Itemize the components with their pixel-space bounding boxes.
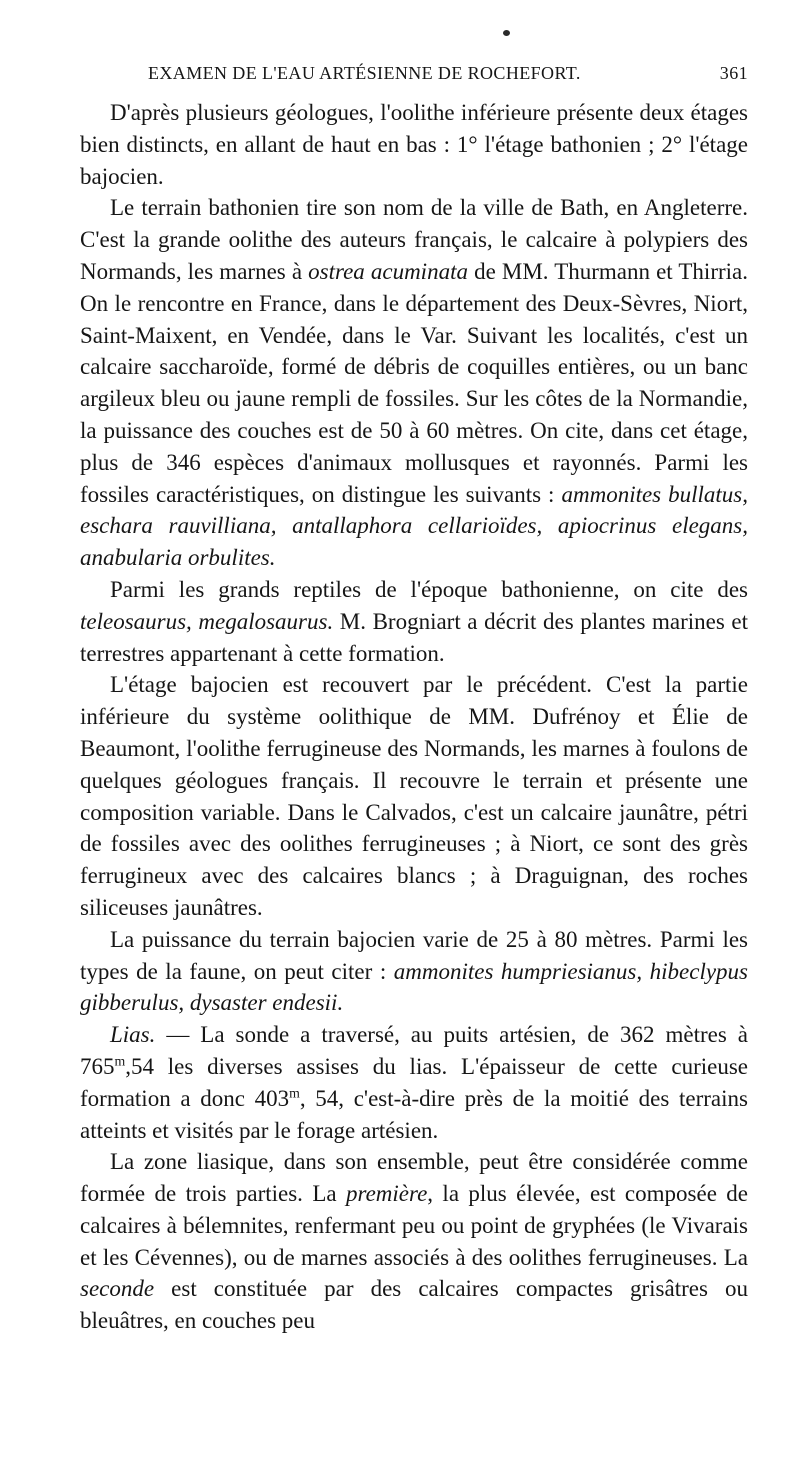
ink-mark [503,30,510,36]
paragraph-text: , 54, c'est-à-dire près de la moitié des terrains atteints et visités par le forage artésien. [80,1085,748,1143]
paragraph [80,574,748,669]
paragraph-text: Parmi les grands reptiles de l'époque bathonienne, on cite des [110,576,748,602]
italic-term: seconde [80,1276,155,1302]
paragraph-text: L'étage bajocien est recouvert par le précédent. C'est la partie inférieure du système oolithique de MM. Dufrénoy et Élie de Beaumont, l'oolithe ferrugineuse des Normands, les marnes à foulons de quelques géologues français. Il recouvre le terrain et présente une composition variable. Dans le Calvados, c'est un calcaire jaunâtre, pétri de fossiles avec des oolithes ferrugineuses ; à Niort, ce sont des grès ferrugineux avec des calcaires blancs ; à Draguignan, des roches siliceuses jaunâtres. [80,672,748,920]
running-title: EXAMEN DE L'EAU ARTÉSIENNE DE ROCHEFORT. [148,63,581,83]
paragraph-text: , la plus élevée, est composée de calcaires à bélemnites, renfermant peu ou point de gryphées (le Vivarais et les Cévennes), ou de marnes associés à des oolithes ferrugineuses. La [80,1181,748,1270]
paragraph [80,669,748,923]
species-list: ammonites bullatus, eschara rauvilliana, antallaphora cellarioïdes, apiocrinus elegans, anabularia orbulites. [80,481,749,571]
italic-term: ammonites humpriesianus, hibeclypus gibberulus, dysaster endesii. [80,958,749,1016]
paragraph-text: ,54 les diverses assises du lias. L'épaisseur de cette curieuse formation a donc 403 [80,1053,748,1111]
paragraph-text: D'après plusieurs géologues, l'oolithe inférieure présente deux étages bien distincts, en allant de haut en bas : 1° l'étage bathonien ; 2° l'étage bajocien. [80,100,748,189]
paragraph-text: de MM. Thurmann et Thirria. On le rencontre en France, dans le département des Deux-Sèvres, Niort, Saint-Maixent, en Vendée, dans le Var. Suivant les localités, c'est un calcaire saccharoïde, formé de débris de coquilles entières, ou un banc argileux bleu ou jaune rempli de fossiles. Sur les côtes de la Normandie, la puissance des couches est de 50 à 60 mètres. On cite, dans cet étage, plus de 346 espèces d'animaux mollusques et rayonnés. Parmi les fossiles caractéristiques, on distingue les suivants : [80,258,748,507]
paragraph-text: Le terrain bathonien tire son nom de la ville de Bath, en Angleterre. C'est la grande oolithe des auteurs français, le calcaire à polypiers des Normands, les marnes à [80,195,748,284]
page-number: 361 [719,63,748,83]
paragraph-text: La zone liasique, dans son ensemble, peut être considérée comme formée de trois parties. La [80,1149,748,1207]
running-header [80,60,748,88]
paragraph-text: — La sonde a traversé, au puits artésien, de 362 mètres à 765 [80,1022,748,1079]
section-heading: Lias. [110,1022,156,1048]
unit-superscript: m [289,1085,300,1101]
italic-term: ostrea acuminata [308,258,468,284]
paragraph [80,924,748,1019]
italic-term: première [345,1181,428,1207]
paragraph [80,97,748,192]
paragraph-text: La puissance du terrain bajocien varie de 25 à 80 mètres. Parmi les types de la faune, on peut citer : [80,926,748,984]
body-text [80,97,748,1337]
paragraph-text: M. Brogniart a décrit des plantes marines et terrestres appartenant à cette formation. [80,608,748,666]
paragraph [80,1019,748,1146]
paragraph-text: est constituée par des calcaires compactes grisâtres ou bleuâtres, en couches peu [80,1276,748,1334]
italic-term: teleosaurus, megalosaurus. [80,608,334,634]
paragraph [80,192,748,574]
paragraph [80,1146,748,1337]
unit-superscript: m [114,1053,126,1069]
